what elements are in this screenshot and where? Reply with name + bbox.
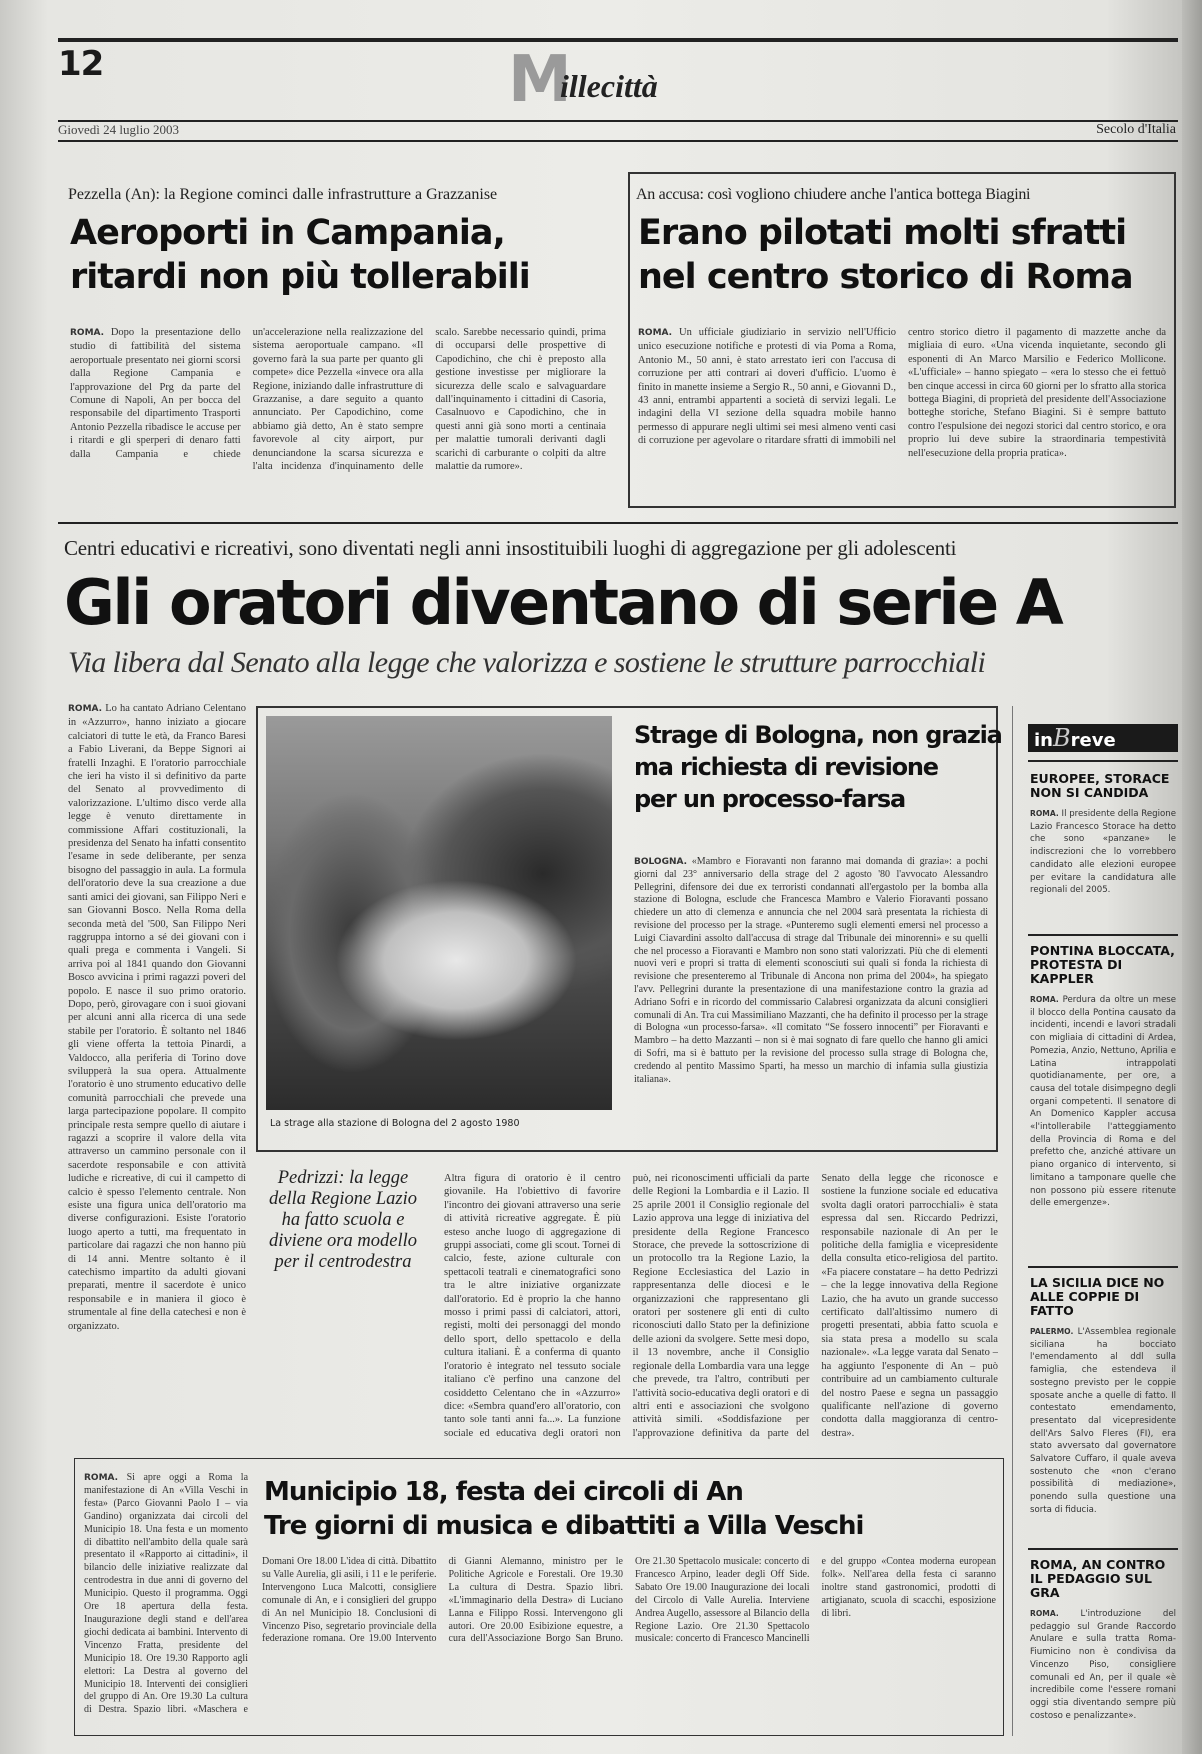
brevi-left-rule <box>1012 706 1013 1736</box>
airports-body <box>70 326 606 494</box>
masthead-date-rule-top <box>58 120 1178 122</box>
municipio-headline-2: Tre giorni di musica e dibattiti a Villa Veschi <box>264 1511 864 1541</box>
brevi-item-4-title: ROMA, AN CONTRO IL PEDAGGIO SUL GRA <box>1030 1557 1166 1600</box>
evictions-dateline: ROMA. <box>638 328 673 338</box>
section-logo <box>508 43 748 117</box>
municipio-body-right-upper <box>634 1470 996 1550</box>
municipio-body-left <box>84 1472 248 1730</box>
page-right-edge <box>1182 0 1202 1754</box>
oratori-body-left <box>68 702 246 1462</box>
masthead-date-rule-bottom <box>58 140 1178 142</box>
airports-body-text: Dopo la presentazione dello studio di fattibilità del sistema aeroportuale presentato nei giorni scorsi dalla Regione Campania e l'approvazione del Prg da parte del Comune di Napoli, An per bocca del responsabile del dipartimento Trasporti Antonio Pezzella ribadisce le accuse per i ritardi e gli sperperi di denaro fatti dalla Campania e chiede un'accelerazione nella realizzazione del sistema aeroportuale campano. «Il governo farà la sua parte per quanto gli compete» dice Pezzella «invece ora alla Regione, iniziando dalle infrastrutture di Grazzanise, a dare seguito a quanto annunciato. Per Capodichino, come abbiamo già detto, An è stato sempre favorevole al city airport, pur denunciandone la scarsa sicurezza e l'alta incidenza d'inquinamento delle scalo. Sarebbe necessario quindi, prima di occuparsi delle prospettive di Capodichino, che chi è preposto alla gestione investisse per migliorare la sicurezza delle scalo e salvaguardare dall'inquinamento i cittadini di Casoria, Casalnuovo e Capodichino, che in questi anni già sono morti a centinaia per malattie tumorali derivanti dagli scarichi di carburante o colpiti da altre malattie da rumore». <box>70 327 606 473</box>
masthead-top-rule <box>58 38 1178 42</box>
brevi-item-1-text-wrap <box>1030 808 1176 897</box>
municipio-body-right <box>262 1556 996 1730</box>
brevi-rule-2 <box>1028 934 1178 936</box>
brevi-item-1-dateline: ROMA. <box>1030 809 1059 818</box>
brevi-item-4-dateline: ROMA. <box>1030 1609 1059 1618</box>
bologna-dateline: BOLOGNA. <box>634 857 688 867</box>
brevi-item-1-text: Il presidente della Regione Lazio Francesco Storace ha detto che sono «panzane» le indiscrezioni che lo vorrebbero candidato alle elezioni europee per evitare la candidatura alle regionali del 2005. <box>1030 809 1177 896</box>
brevi-rule-1 <box>1028 760 1178 762</box>
evictions-headline-1: Erano pilotati molti sfratti <box>638 213 1127 253</box>
oratori-dateline: ROMA. <box>68 704 103 714</box>
oratori-pull-quote: Pedrizzi: la legge della Regione Lazio ha fatto scuola e diviene ora modello per il centrodestra <box>269 1168 417 1272</box>
page-number: 12 <box>58 44 104 84</box>
evictions-kicker: An accusa: così vogliono chiudere anche l'antica bottega Biagini <box>636 186 1031 203</box>
oratori-body-mid-upper <box>444 1172 998 1446</box>
brevi-item-2-text: Perdura da oltre un mese il blocco della Pontina causato da incidenti, incendi e lavori stradali con migliaia di cittadini di Ardea, Pomezia, Anzio, Nettuno, Aprilia e Latina intrappolati quotidianamente, per ore, a causa del totale disimpegno degli organi competenti. Il senatore di An Domenico Kappler accusa «l'intollerabile l'atteggiamento della Provincia di Roma e del prefetto che, anziché attivare un piano organico di intervento, si limitano a tamponare quelle che non possono più essere ritenute delle emergenze». <box>1030 995 1177 1209</box>
section-logo-rest: illecittà <box>560 68 658 104</box>
airports-kicker: Pezzella (An): la Regione cominci dalle infrastrutture a Grazzanise <box>68 186 498 203</box>
brevi-item-3-title: LA SICILIA DICE NO ALLE COPPIE DI FATTO <box>1030 1275 1165 1318</box>
municipio-body-left-text: Si apre oggi a Roma la manifestazione di An «Villa Veschi in festa» (Parco Giovanni Paolo I – via Gandino) organizzata dai circoli del Municipio 18. Una festa e un momento di dibattito nell'ambito della quale sarà presentato il «Rapporto ai cittadini», il bilancio delle iniziative realizzate dal centrodestra in due anni di governo del Municipio. Questo il programma. Oggi Ore 18 apertura della festa. Inaugurazione degli stand e dell'area giochi dedicata ai bambini. Intervento di Vincenzo Fratta, presidente del Municipio 18. Ore 19.30 Rapporto agli elettori: La Destra al governo del Municipio 18. Interventi dei consiglieri del gruppo di An. Ore 19.30 La cultura di Destra. Spazio libri. «Maschera e <box>84 1472 248 1716</box>
brevi-item-1 <box>1030 772 1176 897</box>
brevi-item-2-title: PONTINA BLOCCATA, PROTESTA DI KAPPLER <box>1030 943 1175 986</box>
section-divider <box>58 522 1178 524</box>
bologna-body <box>634 856 988 1142</box>
bologna-photo-caption: La strage alla stazione di Bologna del 2 agosto 1980 <box>270 1118 520 1129</box>
municipio-dateline: ROMA. <box>84 1473 119 1483</box>
bologna-body-text: «Mambro e Fioravanti non faranno mai domanda di grazia»: a pochi giorni dal 23° anniversario della strage del 2 agosto '80 l'avvocato Alessandro Pellegrini, difensore dei due ex terroristi condannati all'ergastolo per la bomba alla stazione di Bologna, esclude che Francesca Mambro e Valerio Fioravanti possano chiedere un atto di clemenza e annuncia che nel 2004 sarà presentata la richiesta di revisione del processo per la strage. «Punteremo sugli elementi emersi nel processo a Luigi Ciavardini assolto dall'accusa di strage dal Tribunale dei minorenni» e su quelli che nel processo a Fioravanti e Mambro non sono stati valorizzati. Più che di elementi nuovi veri e propri si tratta di elementi sconosciuti sui quali si fonda la richiesta di revisione che presenteremo al Tribunale di Ancona non prima del 2004», ha spiegato l'avv. Pellegrini durante la presentazione di una manifestazione contro la grazia ad Adriano Sofri e in ricordo del commissario Calabresi organizzata da alcuni consiglieri comunali di An. Tra cui Massimiliano Mazzanti, che ha definito il processo per la strage di Bologna «un processo-farsa». «Il comitato “Se fossero innocenti” per Fioravanti e Mambro – ha detto Mazzanti – non si è mai sognato di fare quello che hanno gli amici di Sofri, ma si è battuto per la revisione del processo sulla strage di Bologna che, credendo al pentito Massimo Sparti, ha messo un marchio di infamia sulla giustizia italiana». <box>634 856 988 1085</box>
oratori-subheadline: Via libera dal Senato alla legge che valorizza e sostiene le strutture parrocchiali <box>68 646 986 679</box>
brevi-item-1-title: EUROPEE, STORACE NON SI CANDIDA <box>1030 771 1170 800</box>
brevi-item-2-text-wrap <box>1030 994 1176 1210</box>
brevi-item-3-dateline: PALERMO. <box>1030 1327 1074 1336</box>
bologna-headline-1: Strage di Bologna, non grazia <box>634 721 1002 749</box>
brevi-logo <box>1028 724 1178 752</box>
brevi-rule-4 <box>1028 1548 1178 1550</box>
brevi-logo-rest: reve <box>1070 730 1116 751</box>
brevi-item-4 <box>1030 1558 1176 1722</box>
oratori-body-mid-text: Altra figura di oratorio è il centro giovanile. Ha l'obiettivo di favorire l'incontro dei giovani attraverso una serie di attività ricreative aggregate. È più esteso anche luogo di aggregazione di gruppi associati, come gli scout. Tornei di calcio, feste, azione culturale con spettacoli teatrali e cinematografici sono tra le altre iniziative organizzate dall'oratorio. Ed è proprio la che hanno mosso i primi passi di calciatori, attori, registi, molti dei personaggi del mondo dello sport, dello spettacolo e della cultura italiani. È a conferma di quanto l'oratorio è integrato nel tessuto sociale italiano c'è perfino una canzone del cosiddetto Celentano che in «Azzurro» dice: «Sembra quand'ero all'oratorio, con tanto sole tanti anni fa...». La funzione sociale ed educativa degli oratori non può, nei riconoscimenti ufficiali da parte delle Regioni la Lombardia e il Lazio. Il 25 aprile 2001 il Consiglio regionale del Lazio approva una legge di iniziativa del presidente della Regione Francesco Storace, che prevede la sottoscrizione di un protocollo tra la Regione Lazio, la Regione Ecclesiastica del Lazio in rappresentanza delle diocesi e le organizzazioni che rappresentano gli oratori per sostenere gli enti di culto riconosciuti dallo Stato per la definizione delle azioni da svolgere. Sette mesi dopo, il 13 novembre, anche il Consiglio regionale della Lombardia vara una legge che prevede, tra l'altro, contributi per l'attività socio-educativa degli oratori e di altri enti e associazioni che svolgono attività simili. «Soddisfazione per l'approvazione definitiva da parte del Senato della legge che riconosce e sostiene la funzione sociale ed educativa svolta dagli oratori parrocchiali» è stata espressa dal sen. Riccardo Pedrizzi, responsabile nazionale di An per le politiche della famiglia e vicepresidente della consulta etico-religiosa del partito. «Fa piacere constatare – ha detto Pedrizzi – che la legge innovativa della Regione Lazio, che ha avuto un grande successo certificato dall'altissimo numero di progetti presentati, abbia fatto scuola e sia stata presa a modello su scala nazionale». «La legge varata dal Senato – ha aggiunto l'esponente di An – può contribuire ad un cambiamento culturale del nostro Paese e segna un passaggio qualificante nell'azione di governo condotta dalla maggioranza di centro-destra». <box>444 1173 998 1439</box>
brevi-item-3 <box>1030 1276 1176 1517</box>
brevi-item-3-text-wrap <box>1030 1326 1176 1517</box>
oratori-headline: Gli oratori diventano di serie A <box>64 566 1062 639</box>
brevi-item-4-text: L'introduzione del pedaggio sul Grande Raccordo Anulare e sulla tratta Roma-Fiumicino non è condivisa da Vincenzo Piso, consigliere comunali ed An, per il quale «è incredibile come l'essere romani oggi stia diventando sempre più costoso e penalizzante». <box>1030 1609 1177 1721</box>
bologna-headline-2: ma richiesta di revisione <box>634 753 938 781</box>
brevi-item-2 <box>1030 944 1176 1210</box>
airports-dateline: ROMA. <box>70 328 105 338</box>
brevi-item-3-text: L'Assemblea regionale siciliana ha bocciato l'emendamento al ddl sulla famiglia, che estendeva il sostegno previsto per le coppie sposate anche a quelle di fatto. Il contestato emendamento, presentato dal vicepresidente dell'Ars Salvo Fleres (FI), era stato avversato dal governatore Salvatore Cuffaro, il quale aveva sostenuto che «non c'erano possibilità di mediazione», ponendo sulla questione una sorta di fiducia. <box>1030 1327 1177 1515</box>
brevi-logo-b: B <box>1052 724 1071 752</box>
brevi-rule-3 <box>1028 1266 1178 1268</box>
brevi-item-2-dateline: ROMA. <box>1030 995 1059 1004</box>
issue-date: Giovedì 24 luglio 2003 <box>58 122 179 137</box>
evictions-headline-2: nel centro storico di Roma <box>638 257 1133 297</box>
airports-headline-1: Aeroporti in Campania, <box>70 213 505 253</box>
bologna-headline-3: per un processo-farsa <box>634 785 905 813</box>
oratori-body-left-text: Lo ha cantato Adriano Celentano in «Azzurro», hanno iniziato a giocare calciatori di tutte le età, da Franco Baresi a Fabio Liverani, da Beppe Signori ai fratelli Inzaghi. E l'oratorio parrocchiale che ieri ha visto il sì definitivo da parte del Senato al provvedimento di valorizzazione. L'ultimo disco verde alla legge è venuto direttamente in commissione Affari costituzionali, la presidenza del Senato ha infatti consentito l'esame in sede deliberante, per senza bisogno del passaggio in aula. La formula dell'oratorio deve la sua creazione a due santi amici dei giovani, san Filippo Neri e san Giovanni Bosco. Nella Roma della seconda metà del '500, San Filippo Neri raggruppa intorno a sé dei giovani con i quali prega e commenta i Vangeli. Si arriva poi al 1841 quando don Giovanni Bosco avvicina i primi ragazzi poveri del popolo. E nasce il suo primo oratorio. Dopo, però, girovagare con i suoi giovani per alcuni anni alla ricerca di una sede stabile per l'oratorio. È soltanto nel 1846 gli viene offerta la tettoia Pinardi, a Valdocco, alla periferia di Torino dove svilupperà la sua opera. Attualmente l'oratorio è uno strumento educativo delle comunità parrocchiali che prevede una larga partecipazione popolare. Il compito principale resta sempre quello di aiutare i ragazzi a scoprire il valore della vita attraverso un cammino personale con il sacerdote responsabile e con attività ludiche e ricreative, di cui il campetto di calcio è spesso l'elemento centrale. Non esiste una figura unica dell'oratorio ma diverse configurazioni. Esiste l'oratorio luogo aperto a tutti, ma frequentato in particolare dai ragazzi che non hanno più di 14 anni. Mentre soltanto è il catechismo impartito da adulti giovani preparati, mentre il sacerdote è unico responsabile e in maniera il gioco è strumentale al fine della catechesi e non è organizzato. <box>68 703 246 1332</box>
municipio-body-right-text: Domani Ore 18.00 L'idea di città. Dibattito su Valle Aurelia, gli asili, i 11 e le periferie. Intervengono Luca Malcotti, consigliere comunale di An, e i consiglieri del gruppo di An nel Municipio 18. Conclusioni di Vincenzo Piso, segretario provinciale della federazione romana. Ore 19.00 Intervento di Gianni Alemanno, ministro per le Politiche Agricole e Forestali. Ore 19.30 La cultura di Destra. Spazio libri. «L'immaginario della Destra» di Luciano Lanna e Filippo Rossi. Intervengono gli autori. Ore 20.00 Esibizione equestre, a cura dell'Associazione Borgo San Bruno. Ore 21.30 Spettacolo musicale: concerto di Francesco Arpino, leader degli Off Side. Sabato Ore 19.00 Inaugurazione dei locali del Circolo di Valle Aurelia. Interviene Andrea Augello, assessore al Bilancio della Regione Lazio. Ore 21.30 Spettacolo musicale: concerto di Francesco Mancinelli e del gruppo «Contea moderna european folk». Nell'area della festa ci saranno inoltre stand gastronomici, prodotti di artigianato, scuola di scacchi, esposizione di libri. <box>262 1556 996 1645</box>
section-logo-initial: M <box>508 43 572 117</box>
evictions-body <box>638 326 1166 498</box>
evictions-body-text: Un ufficiale giudiziario in servizio nell'Ufficio unico esecuzione notifiche e protesti di via Poma a Roma, Antonio M., 50 anni, è stato arrestato ieri con l'accusa di corruzione per atti contrari ai doveri d'ufficio. L'uomo è finito in manette insieme a Sergio R., 50 anni, e Giovanni D., 43 anni, entrambi appartenti a società di servizi legali. Le indagini della VI sezione della squadra mobile hanno permesso di appurare negli ultimi sei mesi almeno venti casi di corruzione per agevolare o ritardare sfratti di immobili nel centro storico dietro il pagamento di mazzette anche da migliaia di euro. «Una vicenda inquietante, secondo gli esponenti di An Marco Marsilio e Federico Mollicone. «L'ufficiale» – hanno spiegato – «era lo stesso che ei fettuò ben cinque accessi in circa 60 giorni per lo sfratto alla storica bottega Biagini, di proprietà del presidente dell'Associazione botteghe storiche, Stefano Biagini. Si è sempre battuto contro l'espulsione dei negozi storici dal centro storico, e ora proprio lui deve subire la straordinaria tempestività nell'esecuzione della propria pratica». <box>638 327 1166 459</box>
paper-name: Secolo d'Italia <box>1096 122 1176 137</box>
municipio-headline-1: Municipio 18, festa dei circoli di An <box>264 1477 743 1507</box>
brevi-item-4-text-wrap <box>1030 1608 1176 1722</box>
oratori-kicker: Centri educativi e ricreativi, sono diventati negli anni insostituibili luoghi di aggregazione per gli adolescenti <box>64 536 957 560</box>
bologna-photo <box>266 716 612 1110</box>
airports-headline-2: ritardi non più tollerabili <box>70 257 530 297</box>
brevi-logo-in: in <box>1034 730 1053 751</box>
